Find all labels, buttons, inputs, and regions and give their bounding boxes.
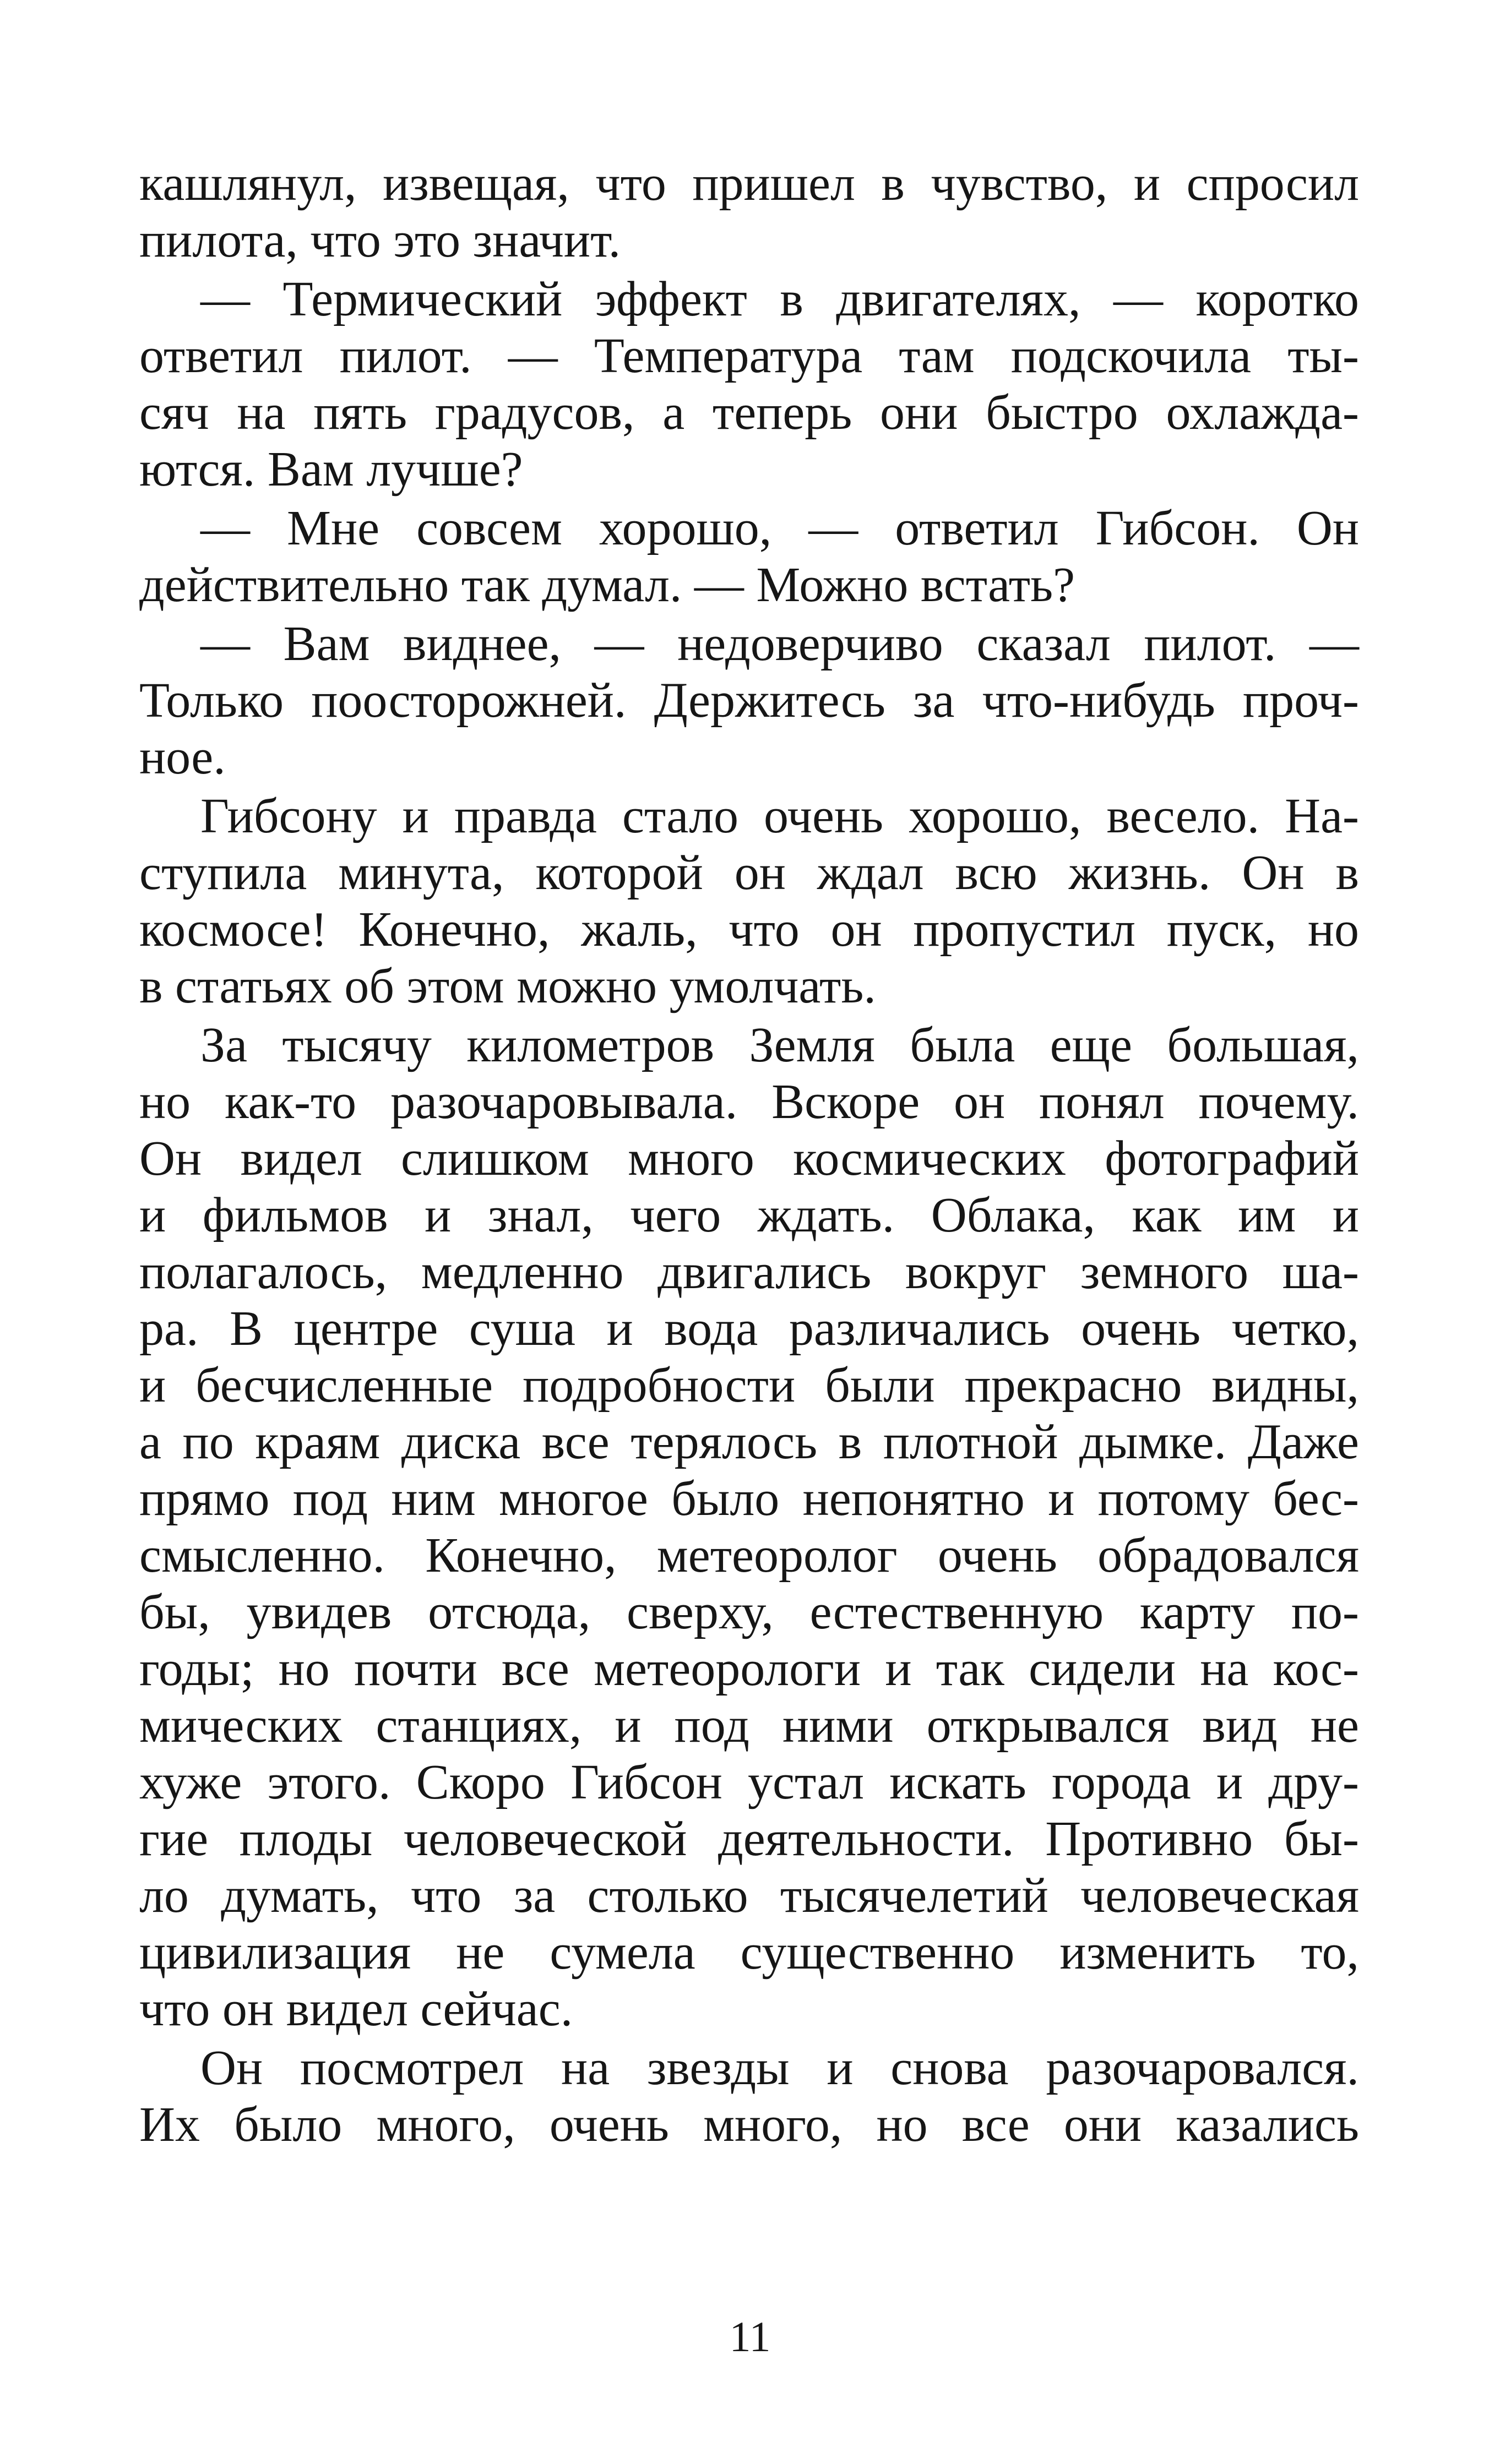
text-line: За тысячу километров Земля была еще большая, (200, 1018, 1359, 1072)
text-line: действительно так думал. — Можно встать? (139, 558, 1075, 612)
text-line: а по краям диска все терялось в плотной дымке. Даже (139, 1415, 1359, 1469)
paragraph (139, 155, 1359, 269)
text-line: полагалось, медленно двигались вокруг земного ша- (139, 1245, 1359, 1299)
text-line: Гибсону и правда стало очень хорошо, весело. На- (200, 789, 1359, 843)
text-line: смысленно. Конечно, метеоролог очень обрадовался (139, 1528, 1359, 1583)
text-line: космосе! Конечно, жаль, что он пропустил пуск, но (139, 902, 1359, 957)
paragraph (139, 500, 1359, 613)
text-line: ло думать, что за столько тысячелетий человеческая (139, 1868, 1359, 1923)
text-line: ступила минута, которой он ждал всю жизнь. Он в (139, 846, 1359, 900)
page-number: 11 (729, 2313, 771, 2361)
text-line: кашлянул, извещая, что пришел в чувство, и спросил (139, 156, 1359, 211)
paragraph (139, 1017, 1359, 2037)
text-line: что он видел сейчас. (139, 1982, 573, 2036)
text-line: цивилизация не сумела существенно изменить то, (139, 1925, 1359, 1980)
text-line: Их было много, очень много, но все они казались (139, 2097, 1359, 2152)
text-line: — Мне совсем хорошо, — ответил Гибсон. Он (200, 501, 1359, 555)
body-text (139, 155, 1359, 2153)
text-line: но как-то разочаровывала. Вскоре он понял почему. (139, 1075, 1359, 1129)
text-line: пилота, что это значит. (139, 213, 621, 268)
text-line: ются. Вам лучше? (139, 442, 523, 497)
text-line: прямо под ним многое было непонятно и потому бес- (139, 1471, 1359, 1526)
text-line: сяч на пять градусов, а теперь они быстро охлажда- (139, 385, 1359, 440)
text-line: гие плоды человеческой деятельности. Противно бы- (139, 1812, 1359, 1866)
text-line: ра. В центре суша и вода различались очень четко, (139, 1301, 1359, 1356)
text-line: Он видел слишком много космических фотографий (139, 1131, 1359, 1186)
text-line: ответил пилот. — Температура там подскочила ты- (139, 329, 1359, 383)
text-line: и фильмов и знал, чего ждать. Облака, как им и (139, 1188, 1359, 1242)
text-line: в статьях об этом можно умолчать. (139, 959, 876, 1013)
text-line: мических станциях, и под ними открывался вид не (139, 1698, 1359, 1753)
paragraph (139, 788, 1359, 1015)
paragraph (139, 615, 1359, 786)
text-line: хуже этого. Скоро Гибсон устал искать города и дру- (139, 1755, 1359, 1809)
text-line: — Вам виднее, — недоверчиво сказал пилот. — (200, 617, 1359, 671)
text-line: ное. (139, 730, 226, 784)
text-line: — Термический эффект в двигателях, — коротко (200, 272, 1359, 326)
text-line: и бесчисленные подробности были прекрасно видны, (139, 1358, 1359, 1413)
text-line: бы, увидев отсюда, сверху, естественную карту по- (139, 1585, 1359, 1639)
text-line: Он посмотрел на звезды и снова разочаровался. (200, 2041, 1359, 2095)
paragraph (139, 2040, 1359, 2153)
text-line: Только поосторожней. Держитесь за что-нибудь проч- (139, 673, 1359, 728)
paragraph (139, 271, 1359, 498)
text-line: годы; но почти все метеорологи и так сидели на кос- (139, 1642, 1359, 1696)
